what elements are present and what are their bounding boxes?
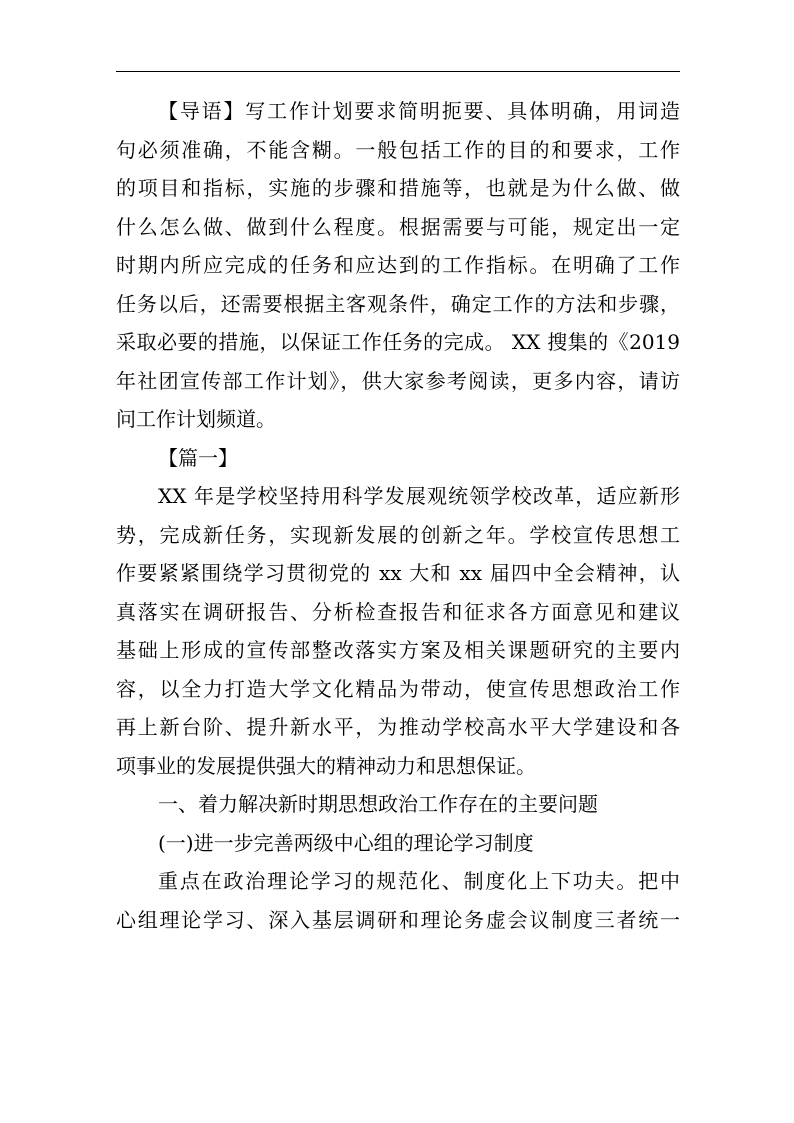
- text-line: 项事业的发展提供强大的精神动力和思想保证。: [116, 753, 536, 778]
- text-line: 任务以后，还需要根据主客观条件，确定工作的方法和步骤，: [116, 291, 680, 316]
- text-line: (一)进一步完善两级中心组的理论学习制度: [158, 830, 534, 855]
- text-line: XX 年是学校坚持用科学发展观统领学校改革，适应新形: [158, 484, 680, 508]
- text-line: 容，以全力打造大学文化精品为带动，使宣传思想政治工作: [116, 676, 680, 701]
- text-line: 年社团宣传部工作计划》，供大家参考阅读，更多内容，请访: [116, 368, 680, 393]
- text-line: 势，完成新任务，实现新发展的创新之年。学校宣传思想工: [116, 522, 680, 547]
- part-one-heading: [116, 439, 680, 478]
- paragraph-intro: [116, 92, 680, 439]
- text-line: 的项目和指标，实施的步骤和措施等，也就是为什么做、做: [116, 176, 680, 200]
- text-line: 句必须准确，不能含糊。一般包括工作的目的和要求，工作: [116, 137, 680, 162]
- text-line: 真落实在调研报告、分析检查报告和征求各方面意见和建议: [116, 599, 680, 624]
- text-line: 问工作计划频道。: [116, 407, 276, 431]
- paragraph-part-one-body: [116, 477, 680, 785]
- text-line: 作要紧紧围绕学习贯彻党的 xx 大和 xx 届四中全会精神，认: [116, 561, 680, 585]
- paragraph-subsection-one-body: [116, 862, 680, 939]
- subsection-one-heading: [116, 824, 680, 863]
- header-rule: [116, 71, 680, 72]
- text-line: 心组理论学习、深入基层调研和理论务虚会议制度三者统一: [116, 907, 680, 932]
- text-line: 时期内所应完成的任务和应达到的工作指标。在明确了工作: [116, 253, 680, 277]
- text-line: 基础上形成的宣传部整改落实方案及相关课题研究的主要内: [116, 638, 680, 662]
- section-one-heading: [116, 785, 680, 824]
- text-line: 采取必要的措施，以保证工作任务的完成。 XX 搜集的《2019: [116, 330, 680, 354]
- text-line: 重点在政治理论学习的规范化、制度化上下功夫。把中: [158, 869, 680, 893]
- text-line: 什么怎么做、做到什么程度。根据需要与可能，规定出一定: [116, 214, 680, 239]
- text-line: 一、着力解决新时期思想政治工作存在的主要问题: [158, 792, 598, 816]
- text-line: 再上新台阶、提升新水平，为推动学校高水平大学建设和各: [116, 715, 680, 739]
- text-line: 【导语】写工作计划要求简明扼要、具体明确，用词造: [158, 99, 680, 123]
- text-line: 【篇一】: [158, 445, 238, 470]
- document-body: [116, 92, 680, 939]
